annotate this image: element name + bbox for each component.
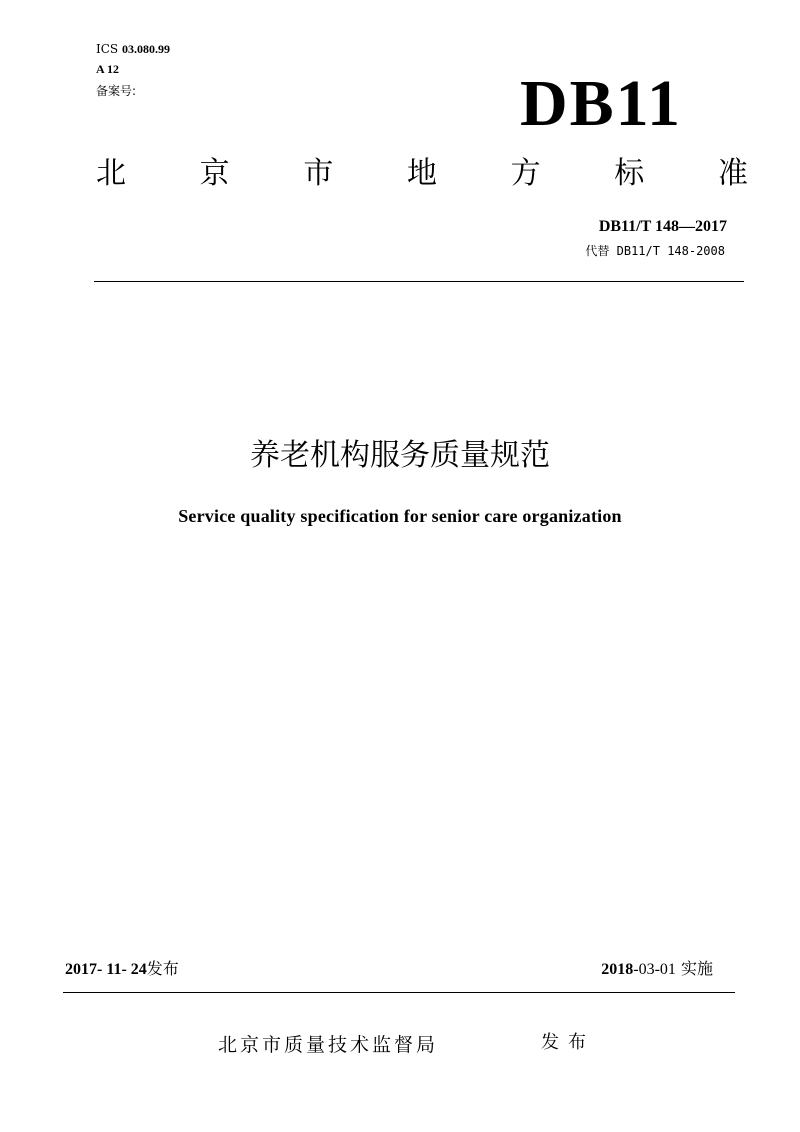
standard-type-char: 地 xyxy=(406,156,437,191)
standard-type-char: 标 xyxy=(614,156,645,191)
standard-type-heading xyxy=(96,152,748,196)
implement-date xyxy=(601,958,713,981)
classification-code: A 12 xyxy=(96,62,120,76)
standard-type-char: 市 xyxy=(303,156,334,191)
standard-type-char: 北 xyxy=(96,156,126,191)
replaces-note: 代替 DB11/T 148-2008 xyxy=(585,244,725,258)
standard-type-char: 准 xyxy=(717,156,748,191)
standard-type-char: 方 xyxy=(510,156,541,191)
ics-prefix: ICS xyxy=(96,42,119,56)
bottom-divider xyxy=(63,992,735,993)
issuing-authority: 北京市质量技术监督局 xyxy=(218,1034,439,1056)
publish-label: 发布 xyxy=(146,959,179,978)
publish-date xyxy=(65,958,179,981)
standard-number: DB11/T 148—2017 xyxy=(598,218,727,235)
record-number-label: 备案号: xyxy=(96,84,137,98)
standard-code-mark: DB11 xyxy=(520,67,683,140)
implement-date-year: 2018 xyxy=(601,961,634,978)
top-divider xyxy=(94,281,744,282)
document-title-en: Service quality specification for senior care organization xyxy=(178,506,622,526)
issue-verb: 发布 xyxy=(541,1032,595,1053)
implement-date-rest: -03-01 xyxy=(633,961,676,978)
ics-code: 03.080.99 xyxy=(121,42,170,56)
ics-line xyxy=(96,41,170,57)
document-title-cn: 养老机构服务质量规范 xyxy=(250,438,550,473)
standard-type-char: 京 xyxy=(199,156,230,191)
implement-label: 实施 xyxy=(680,959,713,978)
publish-date-value: 2017- 11- 24 xyxy=(65,961,147,978)
